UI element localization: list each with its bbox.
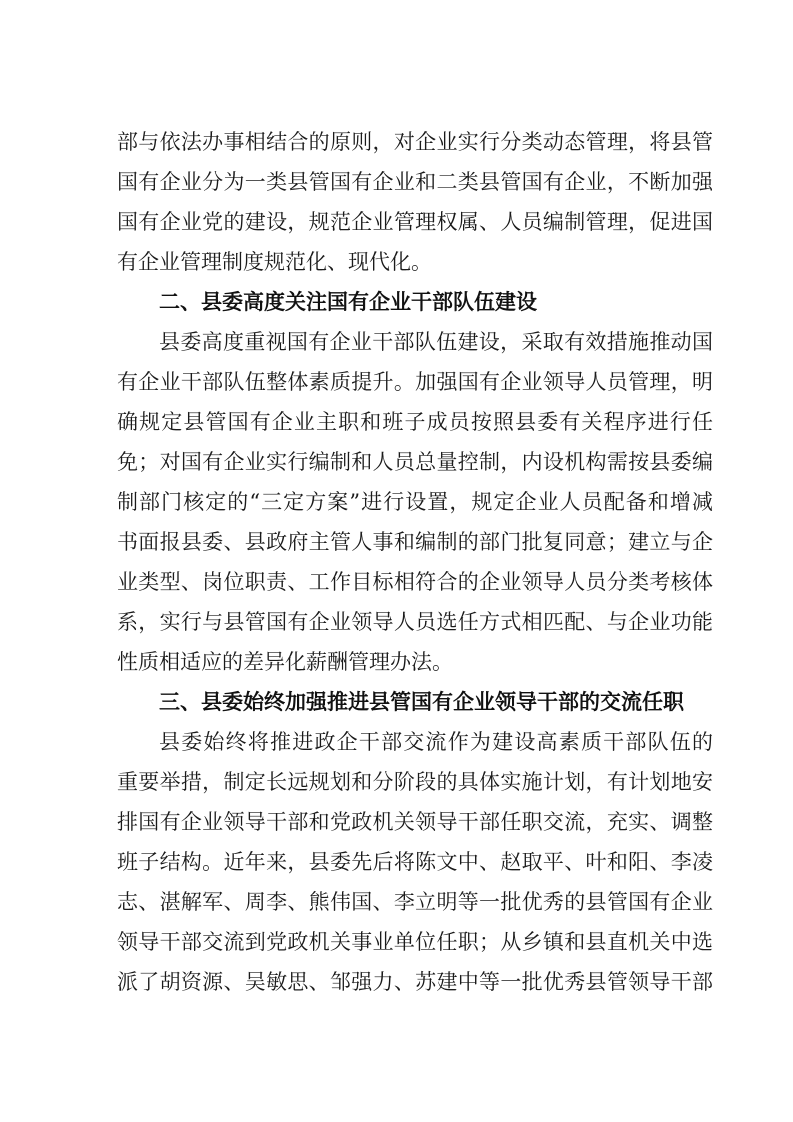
paragraph-1-line-4: 有企业管理制度规范化、现代化。	[117, 250, 432, 274]
paragraph-2-line-3: 确规定县管国有企业主职和班子成员按照县委有关程序进行任	[117, 410, 713, 434]
paragraph-2-line-1: 县委高度重视国有企业干部队伍建设，采取有效措施推动国	[159, 330, 713, 354]
paragraph-3-line-7: 派了胡资源、吴敏思、邹强力、苏建中等一批优秀县管领导干部	[117, 970, 713, 994]
paragraph-3-line-1: 县委始终将推进政企干部交流作为建设高素质干部队伍的	[159, 730, 713, 754]
paragraph-2-line-9: 性质相适应的差异化薪酬管理办法。	[117, 650, 453, 674]
paragraph-1-line-2: 国有企业分为一类县管国有企业和二类县管国有企业，不断加强	[117, 170, 713, 194]
paragraph-2-line-6: 书面报县委、县政府主管人事和编制的部门批复同意；建立与企	[117, 530, 713, 554]
paragraph-3-line-6: 领导干部交流到党政机关事业单位任职；从乡镇和县直机关中选	[117, 930, 713, 954]
paragraph-3-line-5: 志、湛解军、周李、熊伟国、李立明等一批优秀的县管国有企业	[117, 890, 713, 914]
paragraph-1-line-1: 部与依法办事相结合的原则，对企业实行分类动态管理，将县管	[117, 130, 713, 154]
paragraph-3-line-2: 重要举措，制定长远规划和分阶段的具体实施计划，有计划地安	[117, 770, 713, 794]
paragraph-2-line-4: 免；对国有企业实行编制和人员总量控制，内设机构需按县委编	[117, 450, 713, 474]
paragraph-3-line-3: 排国有企业领导干部和党政机关领导干部任职交流，充实、调整	[117, 810, 713, 834]
section-heading-3: 三、县委始终加强推进县管国有企业领导干部的交流任职	[159, 690, 684, 714]
paragraph-2-line-5: 制部门核定的“三定方案”进行设置，规定企业人员配备和增减	[117, 490, 713, 514]
paragraph-3-line-4: 班子结构。近年来，县委先后将陈文中、赵取平、叶和阳、李凌	[117, 850, 713, 874]
paragraph-1-line-3: 国有企业党的建设，规范企业管理权属、人员编制管理，促进国	[117, 210, 713, 234]
paragraph-2-line-8: 系，实行与县管国有企业领导人员选任方式相匹配、与企业功能	[117, 610, 713, 634]
paragraph-2-line-7: 业类型、岗位职责、工作目标相符合的企业领导人员分类考核体	[117, 570, 713, 594]
section-heading-2: 二、县委高度关注国有企业干部队伍建设	[159, 290, 537, 314]
paragraph-2-line-2: 有企业干部队伍整体素质提升。加强国有企业领导人员管理，明	[117, 370, 713, 394]
